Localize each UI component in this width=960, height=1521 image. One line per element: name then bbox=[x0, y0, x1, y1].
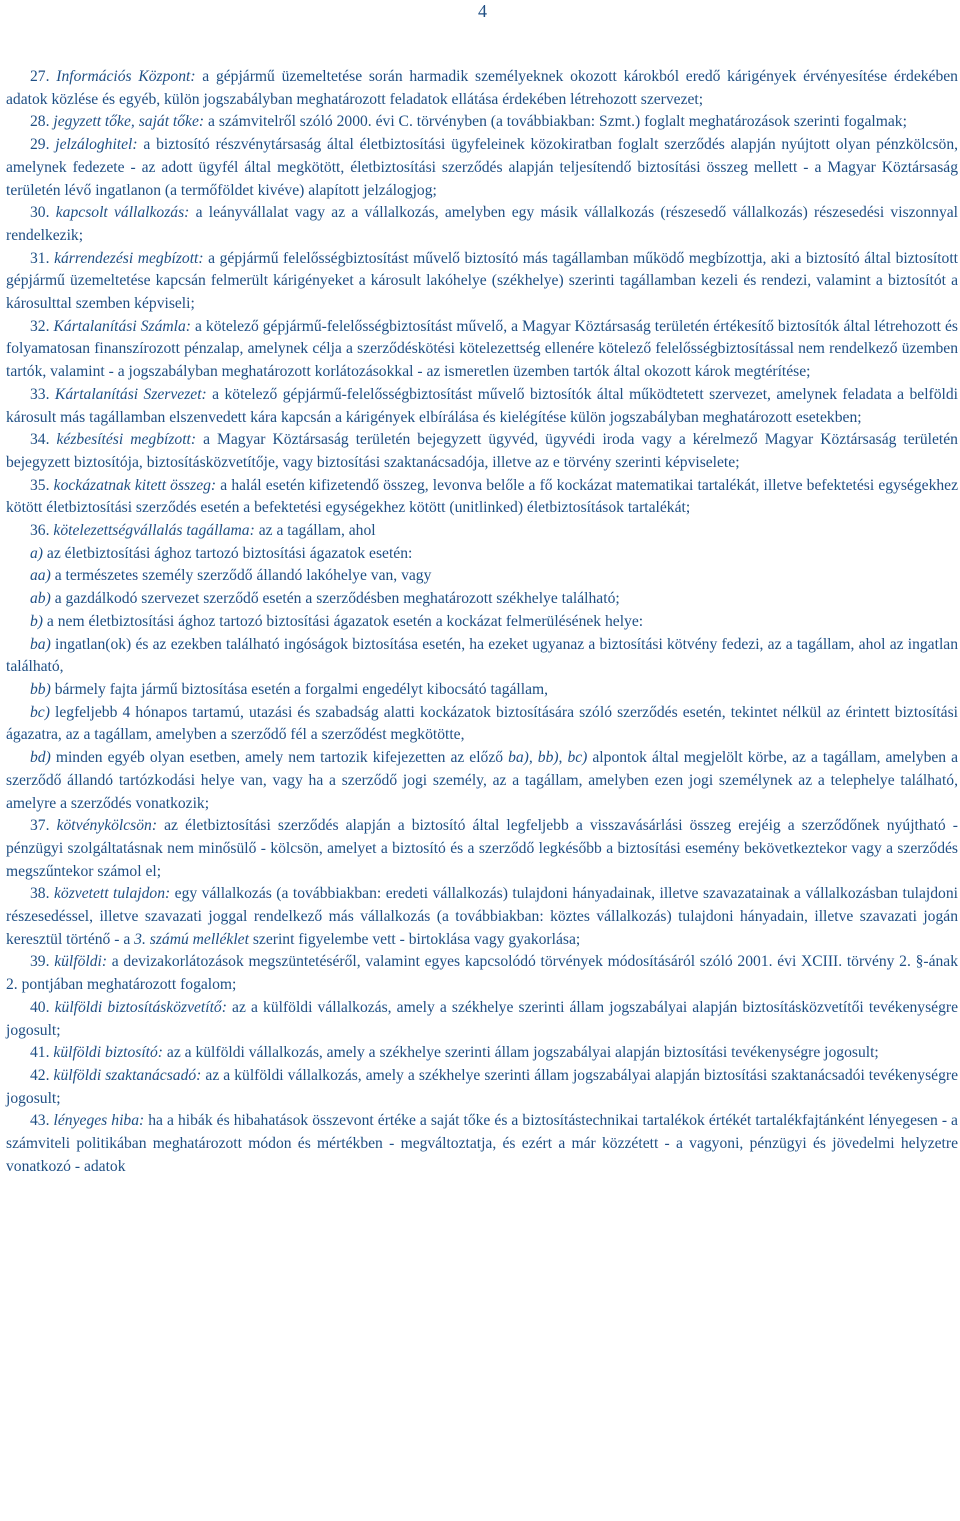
subitem-text: a gazdálkodó szervezet szerződő esetén a szerződésben meghatározott székhelye található; bbox=[54, 590, 620, 608]
definition-text: a leányvállalat vagy az a vállalkozás, amelyben egy másik vállalkozás (részesedő vállalkozás) részesedési viszonnyal rendelkezik; bbox=[6, 204, 958, 244]
definition-text: a gépjármű üzemeltetése során harmadik személyeknek okozott károkból eredő kárigények érvényesítése érdekében adatok közlése és egyéb, külön jogszabályban meghatározott feladatok ellátása érdekében létrehozott szervezet; bbox=[6, 68, 958, 108]
definition-27 bbox=[6, 66, 958, 111]
definition-text: a kötelező gépjármű-felelősségbiztosítást művelő, a Magyar Köztársaság területén értékesítő biztosítók által létrehozott és folyamatosan finanszírozott pénzalap, amelynek célja a szerződéskötési kötelezettség ellenére kötelező felelősségbiztosítással nem rendelkező üzemben tartók, valamint - a jogszabályban meghatározott korlátozásokkal - az ismeretlen üzemben tartók által okozott károk megtérítése; bbox=[6, 317, 958, 381]
definition-41 bbox=[6, 1042, 958, 1065]
subitem-aa bbox=[6, 565, 958, 588]
subitem-text: a természetes személy szerződő állandó lakóhelye van, vagy bbox=[54, 567, 432, 585]
definition-text: a kötelező gépjármű-felelősségbiztosítást művelő biztosítók által működtetett szervezet, amelynek feladata a belföldi károsult más tagállamban elszenvedett kára kapcsán a kárigények elbírálása és kielégítése külön jogszabályban meghatározott esetekben; bbox=[6, 385, 958, 426]
definition-term: kockázatnak kitett összeg: bbox=[53, 476, 217, 494]
definition-number: 33. bbox=[30, 385, 50, 403]
definition-text: a Magyar Köztársaság területén bejegyzett ügyvéd, ügyvédi iroda vagy a kérelmező Magyar Köztársaság területén bejegyzett biztosítója, biztosításközvetítője, vagy biztosítási szaktanácsadója, illetve az e törvény szerinti képviselete; bbox=[6, 431, 958, 471]
definition-number: 39. bbox=[30, 953, 50, 971]
definition-term: kötelezettségvállalás tagállama: bbox=[53, 522, 255, 540]
definition-text: ha a hibák és hibahatások összevont értéke a saját tőke és a biztosítástechnikai tartalékok értékét tartalékfajtánként lényegesen - a számviteli politikában meghatározott módon és mértékben - megváltoztatja, és ezért a már közzétett - a vagyoni, pénzügyi és jövedelmi helyzetre vonatkozó - adatok bbox=[6, 1112, 958, 1175]
definition-term: jegyzett tőke, saját tőke: bbox=[53, 113, 205, 131]
definition-term: kárrendezési megbízott: bbox=[54, 249, 204, 267]
subitem-text: legfeljebb 4 hónapos tartamú, utazási és szabadság alatti kockázatok biztosítására szóló szerződés esetén, tekintet nélkül az érintett biztosítási ágazatra, az a tagállam, amelyben a szerződő fél a szerződést megkötötte, bbox=[6, 703, 959, 744]
definition-34 bbox=[6, 429, 958, 474]
definition-number: 28. bbox=[30, 113, 50, 131]
definition-39 bbox=[6, 951, 958, 996]
definition-term: kézbesítési megbízott: bbox=[56, 431, 197, 449]
definition-number: 29. bbox=[30, 136, 50, 154]
definition-43 bbox=[6, 1110, 958, 1178]
subitem-marker: bb) bbox=[30, 680, 51, 698]
definition-term: külföldi: bbox=[54, 953, 108, 971]
definition-35 bbox=[6, 475, 958, 520]
definition-term: jelzáloghitel: bbox=[55, 136, 138, 154]
definition-term: Kártalanítási Szervezet: bbox=[54, 385, 207, 403]
subitem-marker: bd) bbox=[30, 749, 51, 767]
page-number: 4 bbox=[478, 1, 487, 21]
definition-text: a biztosító részvénytársaság által életbiztosítási ügyfeleinek közokiratban foglalt szerződés alapján nyújtott olyan pénzkölcsön, amelynek fedezete - az adott ügyfél által megkötött, életbiztosítási szerződés alapján teljesítendő biztosítási összeg mellett - a Magyar Köztársaság területén lévő ingatlanon (a termőföldet kivéve) alapított jelzálogjog; bbox=[6, 136, 959, 199]
definition-text: az a külföldi vállalkozás, amely a székhelye szerinti állam jogszabályai alapján biztosításközvetítői tevékenységre jogosult; bbox=[6, 998, 959, 1039]
definition-text: az a külföldi vállalkozás, amely a székhelye szerinti állam jogszabályai alapján biztosítási tevékenységre jogosult; bbox=[166, 1044, 879, 1062]
definition-term: külföldi szaktanácsadó: bbox=[53, 1066, 202, 1084]
definition-term: kapcsolt vállalkozás: bbox=[55, 204, 190, 222]
subitem-text-continued: alpontok által megjelölt körbe, az a tagállam, amelyben a szerződő állandó tartózkodási helye van, vagy ha a szerződő jogi személy, az a tagállam, amelyben ezen jogi személynek az a telephelye található, amelyre a szerződés vonatkozik; bbox=[6, 749, 959, 812]
inline-reference: 3. számú melléklet bbox=[134, 930, 249, 948]
definition-number: 37. bbox=[30, 817, 50, 835]
subitem-text: az életbiztosítási ághoz tartozó biztosítási ágazatok esetén: bbox=[46, 544, 413, 562]
definition-text: az a külföldi vállalkozás, amely a székhelye szerinti állam jogszabályai alapján biztosítási szaktanácsadói tevékenységre jogosult; bbox=[6, 1066, 958, 1107]
subitem-ba bbox=[6, 634, 958, 679]
definition-term: Kártalanítási Számla: bbox=[53, 317, 191, 335]
subitem-bb bbox=[6, 679, 958, 702]
inline-reference: ba), bb), bc) bbox=[508, 749, 588, 767]
definition-38 bbox=[6, 883, 958, 951]
definition-text: egy vállalkozás (a továbbiakban: eredeti vállalkozás) tulajdoni hányadainak, illetve szavazatainak a vállalkozásban tulajdoni részesedéssel, illetve szavazati joggal rendelkező más vállalkozás (a továbbiakban: köztes vállalkozás) tulajdoni hányadain, illetve szavazati jogán keresztül történő - a bbox=[6, 885, 958, 948]
definition-term: külföldi biztosító: bbox=[53, 1044, 163, 1062]
subitem-bc bbox=[6, 702, 958, 747]
subitem-text: minden egyéb olyan esetben, amely nem tartozik kifejezetten az előző bbox=[55, 749, 504, 767]
subitem-text: a nem életbiztosítási ághoz tartozó biztosítási ágazatok esetén a kockázat felmerülésének helye: bbox=[46, 612, 644, 630]
definition-text: az a tagállam, ahol bbox=[258, 522, 376, 540]
subitem-text: bármely fajta jármű biztosítása esetén a forgalmi engedélyt kibocsátó tagállam, bbox=[54, 680, 549, 698]
definition-term: kötvénykölcsön: bbox=[56, 817, 158, 835]
subitem-marker: ba) bbox=[30, 635, 51, 653]
definition-33 bbox=[6, 384, 958, 429]
subitem-marker: b) bbox=[30, 612, 43, 630]
definition-number: 38. bbox=[30, 885, 50, 903]
definition-number: 41. bbox=[30, 1044, 50, 1062]
definition-term: közvetett tulajdon: bbox=[53, 885, 171, 903]
definition-number: 40. bbox=[30, 998, 50, 1016]
subitem-marker: bc) bbox=[30, 703, 50, 721]
definition-29 bbox=[6, 134, 958, 202]
definition-36 bbox=[6, 520, 958, 543]
definition-text: az életbiztosítási szerződés alapján a biztosító által legfeljebb a visszavásárlási összeg erejéig a szerződőnek nyújtható - pénzügyi szolgáltatásnak nem minősülő - kölcsön, amelyet a biztosító és a szerződő legkésőbb a biztosítási esemény bekövetkeztekor vagy a szerződés megszűntekor számol el; bbox=[6, 817, 958, 880]
definition-28 bbox=[6, 111, 958, 134]
definition-42 bbox=[6, 1065, 958, 1110]
definition-number: 27. bbox=[30, 68, 50, 85]
definition-term: külföldi biztosításközvetítő: bbox=[54, 998, 227, 1016]
definition-term: Információs Központ: bbox=[56, 68, 196, 85]
document-body bbox=[6, 66, 958, 1178]
definition-number: 42. bbox=[30, 1066, 50, 1084]
subitem-text: ingatlan(ok) és az ezekben található ingóságok biztosítása esetén, ha ezeket ugyanaz a biztosítási kötvény fedezi, az a tagállam, ahol az ingatlan található, bbox=[6, 635, 958, 676]
definition-30 bbox=[6, 202, 958, 247]
definition-number: 34. bbox=[30, 431, 50, 449]
subitem-marker: ab) bbox=[30, 590, 51, 608]
subitem-a bbox=[6, 543, 958, 566]
definition-number: 35. bbox=[30, 476, 50, 494]
definition-number: 43. bbox=[30, 1112, 50, 1130]
subitem-b bbox=[6, 611, 958, 634]
definition-text: a halál esetén kifizetendő összeg, levonva belőle a fő kockázat matematikai tartalékát, illetve befektetési egységekhez kötött életbiztosítási szerződés esetén a befektetési egységekhez kötött (unitlinked) életbiztosítások tartalékát; bbox=[6, 476, 959, 517]
definition-text: a gépjármű felelősségbiztosítást művelő biztosító más tagállamban működő megbízottja, aki a biztosító által biztosított gépjármű üzemeltetése kapcsán felmerült kárigényeket a károsult lakóhelye (székhelye) szerinti tagállamban kezeli és rendezi, valamint a biztosítót a károsulttal szemben képviseli; bbox=[6, 249, 959, 313]
definition-number: 36. bbox=[30, 522, 50, 540]
definition-40 bbox=[6, 997, 958, 1042]
definition-number: 31. bbox=[30, 249, 50, 267]
subitem-ab bbox=[6, 588, 958, 611]
definition-number: 32. bbox=[30, 317, 50, 335]
subitem-marker: aa) bbox=[30, 567, 51, 585]
subitem-marker: a) bbox=[30, 544, 43, 562]
definition-32 bbox=[6, 316, 958, 384]
subitem-bd bbox=[6, 747, 958, 815]
definition-31 bbox=[6, 248, 958, 316]
definition-text: a számvitelről szóló 2000. évi C. törvényben (a továbbiakban: Szmt.) foglalt meghatározások szerinti fogalmak; bbox=[208, 113, 907, 131]
definition-term: lényeges hiba: bbox=[53, 1112, 145, 1130]
definition-text-continued: szerint figyelembe vett - birtoklása vagy gyakorlása; bbox=[252, 930, 581, 948]
definition-number: 30. bbox=[30, 204, 50, 222]
definition-text: a devizakorlátozások megszüntetéséről, valamint egyes kapcsolódó törvények módosításáról szóló 2001. évi XCIII. törvény 2. §-ának 2. pontjában meghatározott fogalom; bbox=[6, 953, 959, 994]
definition-37 bbox=[6, 815, 958, 883]
